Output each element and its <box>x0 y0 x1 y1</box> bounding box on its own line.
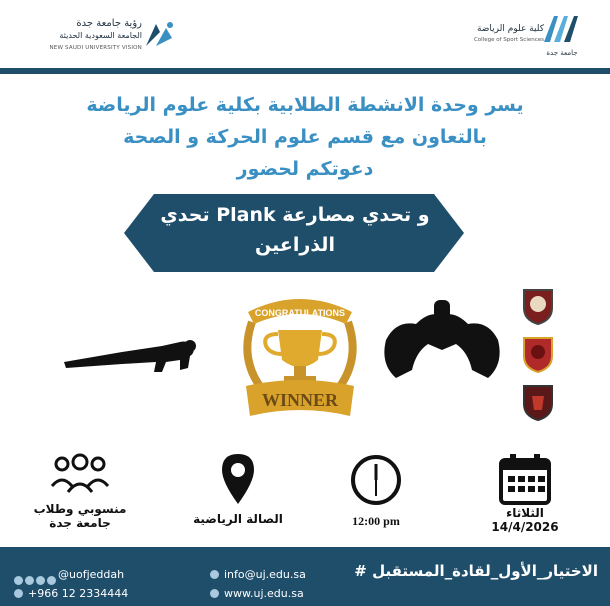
winner-trophy-icon <box>222 282 378 430</box>
location-label: الصالة الرياضية <box>193 512 283 526</box>
trophy-base-text: WINNER <box>261 390 339 410</box>
college-logo-icon <box>540 12 586 50</box>
people-icon <box>48 452 112 498</box>
date-label <box>470 506 580 534</box>
email-icon <box>210 570 219 579</box>
audience-line-2: جامعة جدة <box>49 516 111 530</box>
date-value: 14/4/2026 <box>491 520 559 534</box>
vision-logo-ar-2: الجامعة السعودية الحديثة <box>59 31 142 40</box>
plank-icon <box>62 338 202 378</box>
email-link[interactable]: info@uj.edu.sa <box>224 568 306 581</box>
youtube-icon <box>36 576 45 585</box>
shield-icon-1 <box>520 286 556 326</box>
vision-logo-en: NEW SAUDI UNIVERSITY VISION <box>49 45 142 51</box>
trophy-ribbon-text: CONGRATULATIONS <box>254 308 346 318</box>
college-logo-en: College of Sport Sciences <box>473 37 544 43</box>
calendar-icon <box>498 452 552 506</box>
website-link[interactable]: www.uj.edu.sa <box>224 587 304 600</box>
intro-line-3: دعوتكم لحضور <box>236 158 374 180</box>
audience-label <box>20 502 140 530</box>
globe-icon <box>210 589 219 598</box>
location-pin-icon <box>220 452 256 506</box>
event-title-line-1: تحدي Plank و تحدي مصارعة <box>160 204 430 226</box>
phone-icon <box>14 589 23 598</box>
instagram-icon <box>14 576 23 585</box>
college-logo-text <box>464 24 544 46</box>
footer-hashtag: # الاختيار_الأول_لقادة_المستقبل <box>354 562 598 580</box>
university-name: جامعة جدة <box>546 49 578 57</box>
intro-line-1: يسر وحدة الانشطة الطلابية بكلية علوم الرياضة <box>86 94 524 116</box>
clock-icon <box>350 454 402 506</box>
event-title-line-2: الذراعين <box>255 234 335 256</box>
phone-number[interactable]: +966 12 2334444 <box>28 587 129 600</box>
arm-wrestling-icon <box>376 300 508 396</box>
facebook-icon <box>47 576 56 585</box>
college-logo-ar: كلية علوم الرياضة <box>476 24 544 34</box>
social-handle[interactable]: @uofjeddah <box>58 568 125 581</box>
intro-line-2: بالتعاون مع قسم علوم الحركة و الصحة <box>123 126 487 148</box>
header-divider <box>0 68 610 74</box>
audience-line-1: منسوبي وطلاب <box>33 502 127 516</box>
vision-logo-icon <box>142 18 178 50</box>
date-day: الثلاثاء <box>506 506 544 520</box>
vision-logo-text <box>24 18 142 54</box>
shield-icon-2 <box>520 334 556 374</box>
vision-logo-ar-1: رؤية جامعة جدة <box>76 18 142 29</box>
time-label: 12:00 pm <box>352 514 400 528</box>
event-title <box>160 200 430 260</box>
shield-icon-3 <box>520 382 556 422</box>
twitter-icon <box>25 576 34 585</box>
